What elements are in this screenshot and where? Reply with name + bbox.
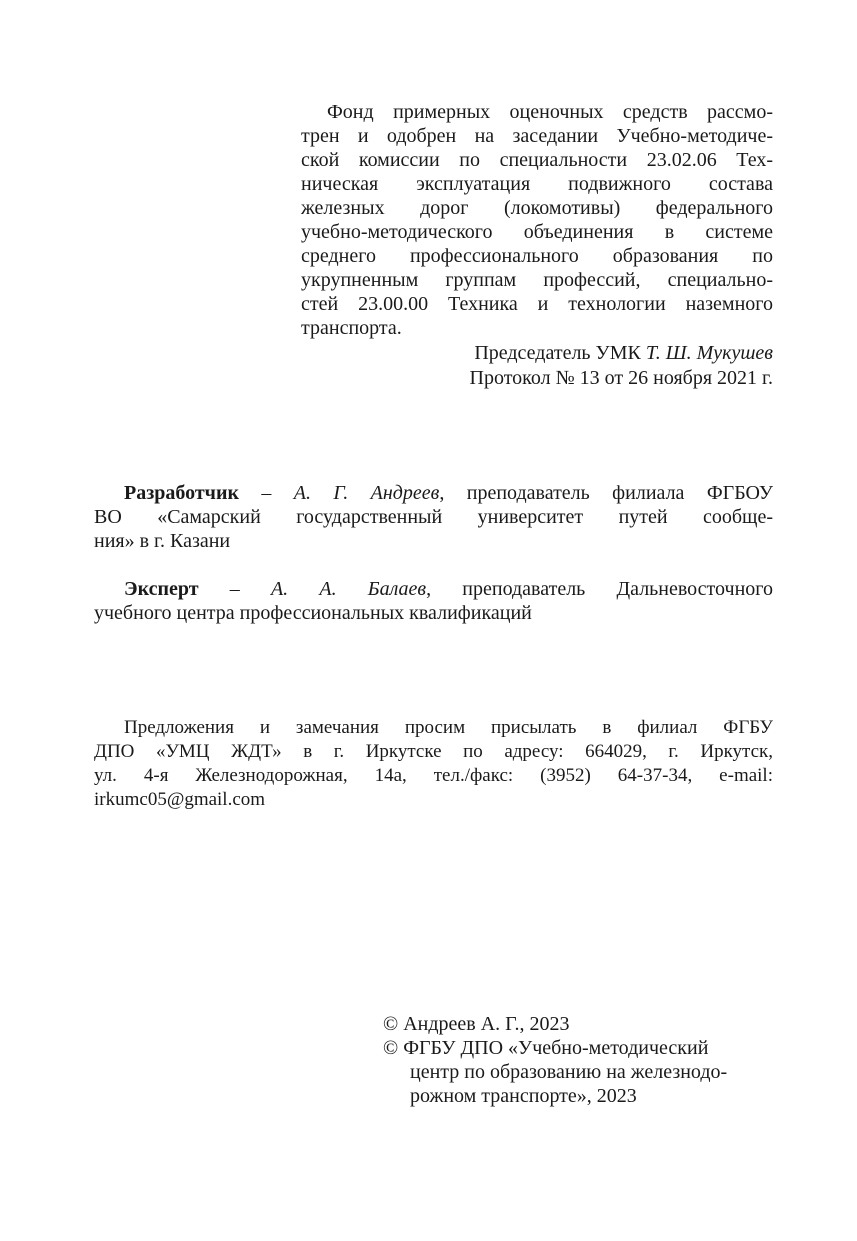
approval-line: среднего профессионального образования по <box>301 245 773 267</box>
protocol-line: Протокол № 13 от 26 ноября 2021 г. <box>469 367 773 389</box>
developer-line: ния» в г. Казани <box>94 530 231 552</box>
copyright-publisher-cont: рожном транспорте», 2023 <box>410 1085 637 1107</box>
proposals-line: ДПО «УМЦ ЖДТ» в г. Иркутске по адресу: 664029, г. Иркутск, <box>94 741 773 762</box>
proposals-note <box>94 716 773 812</box>
proposals-line: Предложения и замечания просим присылать в филиал ФГБУ <box>124 717 773 738</box>
approval-line: Фонд примерных оценочных средств рассмо- <box>327 101 773 123</box>
expert-position: , преподаватель Дальневосточного <box>426 578 773 600</box>
developer-position: , преподаватель филиала ФГБОУ <box>439 482 774 504</box>
proposals-email: irkumc05@gmail.com <box>94 789 266 810</box>
approval-line: стей 23.00.00 Техника и технологии наземного <box>301 293 773 315</box>
copyright-publisher: © ФГБУ ДПО «Учебно-методический <box>383 1037 709 1059</box>
proposals-line: ул. 4-я Железнодорожная, 14а, тел./факс: (3952) 64-37-34, e-mail: <box>94 765 773 786</box>
chairman-label: Председатель УМК <box>474 342 646 364</box>
expert-line <box>94 577 773 601</box>
copyright-block <box>383 1012 783 1108</box>
approval-line: учебно-методического объединения в системе <box>301 221 773 243</box>
approval-note <box>301 100 773 390</box>
approval-line: ской комиссии по специальности 23.02.06 Тех- <box>301 149 773 171</box>
expert-role: Эксперт <box>124 578 199 600</box>
copyright-publisher-cont: центр по образованию на железнодо- <box>410 1061 728 1083</box>
expert-line: учебного центра профессиональных квалификаций <box>94 602 532 624</box>
approval-line: укрупненным группам профессий, специально- <box>301 269 773 291</box>
developer-dash: – <box>239 482 294 504</box>
developer-name: А. Г. Андреев <box>293 482 440 504</box>
approval-line: транспорта. <box>301 317 402 339</box>
developer-credit <box>94 481 773 553</box>
approval-line: трен и одобрен на заседании Учебно-методиче- <box>301 125 773 147</box>
expert-credit <box>94 577 773 625</box>
developer-line: ВО «Самарский государственный университет путей сообще- <box>94 506 773 528</box>
chairman-name: Т. Ш. Мукушев <box>645 342 773 364</box>
chairman-line <box>301 341 773 365</box>
approval-line: ническая эксплуатация подвижного состава <box>301 173 773 195</box>
copyright-author: © Андреев А. Г., 2023 <box>383 1013 570 1035</box>
approval-line: железных дорог (локомотивы) федерального <box>301 197 773 219</box>
expert-dash: – <box>198 578 271 600</box>
developer-role: Разработчик <box>124 482 239 504</box>
expert-name: А. А. Балаев <box>270 578 427 600</box>
developer-line <box>94 481 773 505</box>
